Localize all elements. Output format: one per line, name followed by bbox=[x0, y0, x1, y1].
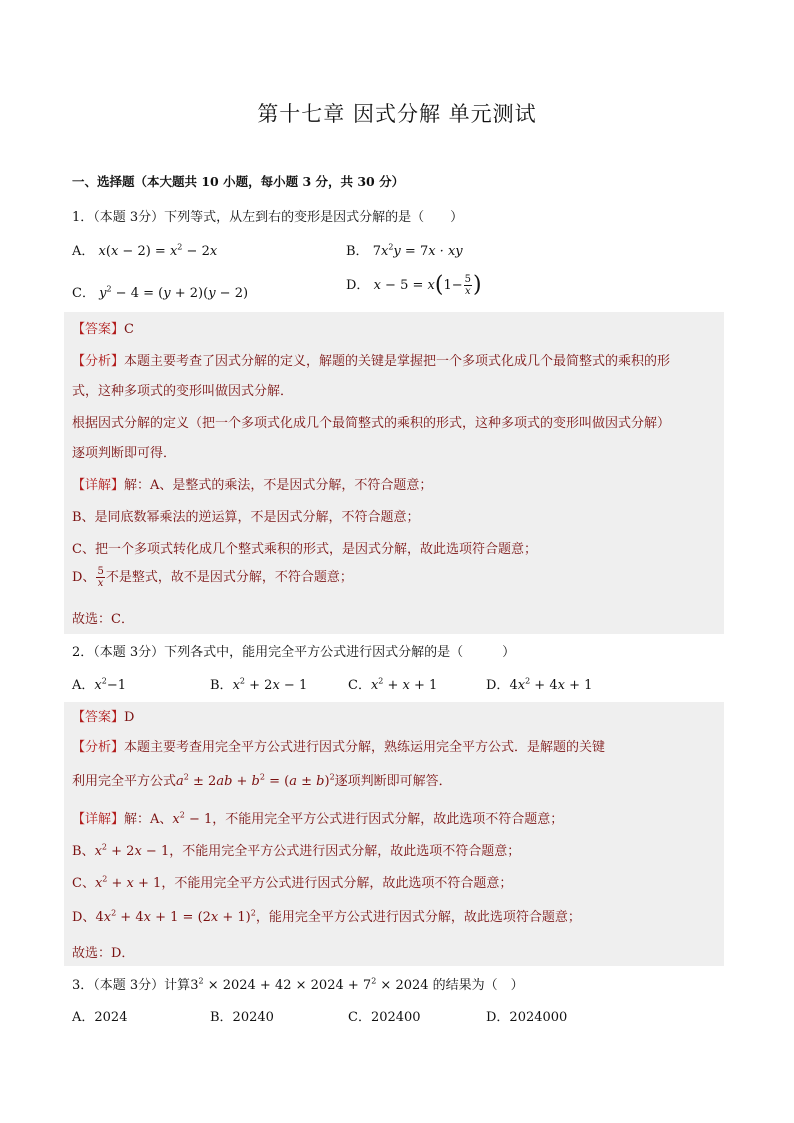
q2-choose: 故选：D． bbox=[72, 946, 135, 961]
q1-option-a: A． $x(x - 2) = x^2 - 2x$ bbox=[72, 242, 218, 259]
q3-option-a: A．2024 bbox=[72, 1010, 128, 1025]
q2-option-a: A．$x^2-1$ bbox=[72, 676, 126, 693]
q2-detail-c: C、$x^2 + x + 1$，不能用完全平方公式进行因式分解，故此选项不符合题意； bbox=[72, 874, 513, 891]
q1-choose: 故选：C． bbox=[72, 612, 134, 627]
q1-option-c: C． $y^2 - 4 = (y + 2)(y - 2)$ bbox=[72, 284, 249, 301]
q1-detail-4: D、 $\frac{5}{x}$ 不是整式，故不是因式分解，不符合题意； bbox=[72, 566, 353, 589]
q1-detail-3: C、把一个多项式转化成几个整式乘积的形式，是因式分解，故此选项符合题意； bbox=[72, 542, 537, 557]
q1-analysis-1: 【分析】本题主要考查了因式分解的定义，解题的关键是掌握把一个多项式化成几个最简整式的乘积的形 bbox=[72, 354, 671, 369]
q1-analysis-4: 逐项判断即可得． bbox=[72, 446, 177, 461]
q1-analysis-3: 根据因式分解的定义（把一个多项式化成几个最简整式的乘积的形式，这种多项式的变形叫做因式分解） bbox=[72, 416, 671, 431]
q2-option-b: B．$x^2 + 2x - 1$ bbox=[210, 676, 308, 693]
q1-detail-2: B、是同底数幂乘法的逆运算，不是因式分解，不符合题意； bbox=[72, 510, 420, 525]
q1-detail-1: 【详解】解：A、是整式的乘法，不是因式分解，不符合题意； bbox=[72, 478, 433, 493]
q1-answer: 【答案】C bbox=[72, 322, 134, 337]
q2-analysis-2: 利用完全平方公式$a^2 \pm 2ab + b^2 = (a \pm b)^2$逐项判断即可解答． bbox=[72, 772, 452, 789]
q2-option-c: C．$x^2 + x + 1$ bbox=[348, 676, 438, 693]
q3-option-d: D．2024000 bbox=[486, 1010, 568, 1025]
q3-option-c: C．202400 bbox=[348, 1010, 421, 1025]
q3-stem: 3．（本题 3分）计算$3^2 \times 2024 + 42 \times 2024 + 7^2 \times 2024$ 的结果为（ ） bbox=[72, 976, 524, 993]
q1-stem: 1．（本题 3分）下列等式，从左到右的变形是因式分解的是（ ） bbox=[72, 210, 464, 225]
page-title: 第十七章 因式分解 单元测试 bbox=[257, 102, 537, 126]
q1-option-b: B． $7x^2y = 7x$ · xy bbox=[346, 242, 463, 259]
q2-stem: 2．（本题 3分）下列各式中，能用完全平方公式进行因式分解的是（ ） bbox=[72, 645, 516, 660]
section-heading: 一、选择题（本大题共 10 小题，每小题 3 分，共 30 分） bbox=[72, 174, 405, 189]
q2-detail-b: B、$x^2 + 2x - 1$，不能用完全平方公式进行因式分解，故此选项不符合题意； bbox=[72, 842, 521, 859]
q2-answer: 【答案】D bbox=[72, 710, 135, 725]
q2-option-d: D．$4x^2 + 4x + 1$ bbox=[486, 676, 593, 693]
q3-option-b: B．20240 bbox=[210, 1010, 274, 1025]
q2-detail-a: 【详解】解：A、$x^2 - 1$，不能用完全平方公式进行因式分解，故此选项不符合题意； bbox=[72, 810, 564, 827]
q1-analysis-2: 式，这种多项式的变形叫做因式分解． bbox=[72, 384, 294, 399]
q2-detail-d: D、$4x^2 + 4x + 1 = (2x + 1)^2$，能用完全平方公式进行因式分解，故此选项符合题意； bbox=[72, 908, 581, 925]
q1-option-d: D． x − 5 = x(1− $\frac{5}{x}$ ) bbox=[346, 272, 482, 298]
q2-analysis-1: 【分析】本题主要考查用完全平方公式进行因式分解，熟练运用完全平方公式．是解题的关键 bbox=[72, 740, 606, 755]
